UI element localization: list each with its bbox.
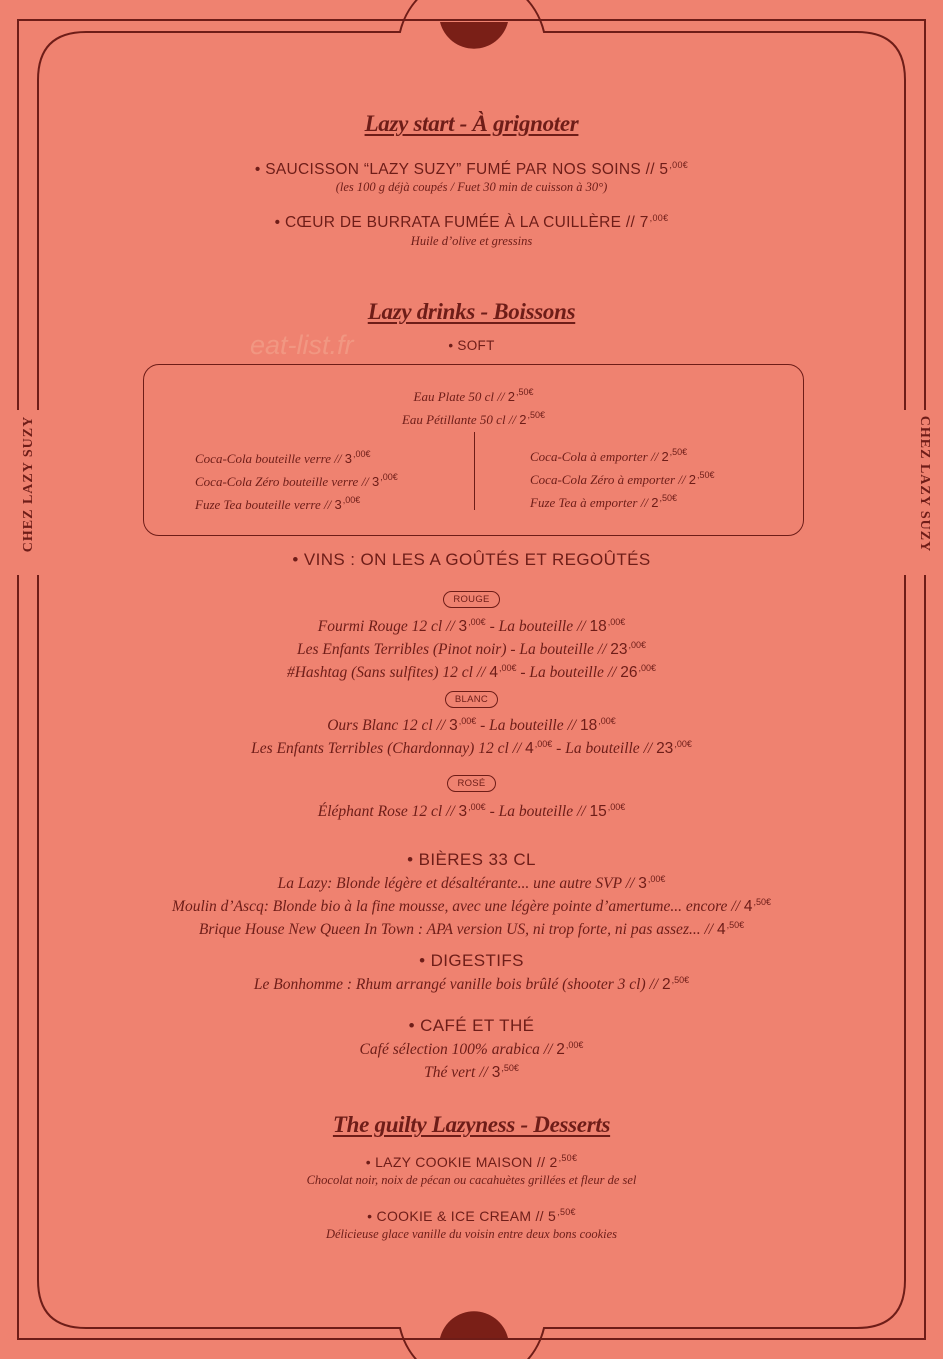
list-item: Éléphant Rose 12 cl // $3^{,00€}$ - La bouteille // $15^{,00€}$ (317, 802, 626, 820)
list-item: Ours Blanc 12 cl // $3^{,00€}$ - La bouteille // $18^{,00€}$ (327, 716, 616, 734)
item-description: Chocolat noir, noix de pécan ou cacahuètes grillées et fleur de sel (306, 1173, 637, 1187)
list-item: Coca-Cola Zéro à emporter // $2^{,50€}$ (530, 470, 715, 487)
item-description: Huile d’olive et gressins (410, 234, 533, 248)
list-item: Coca-Cola bouteille verre // $3^{,00€}$ (195, 449, 371, 466)
menu-item-lazy-cookie (0, 1153, 943, 1170)
wines-heading: • VINS : ON LES A GOÛTÉS ET REGOÛTÉS (292, 550, 651, 569)
pill-rouge: ROUGE (443, 591, 499, 608)
list-item: Fuze Tea à emporter // $2^{,50€}$ (530, 493, 677, 510)
item-label: • COOKIE & ICE CREAM // 5 (367, 1208, 557, 1224)
soft-heading: • SOFT (448, 338, 495, 353)
list-item: Thé vert // $3^{,50€}$ (424, 1063, 519, 1081)
top-ornament (440, 22, 508, 49)
price-sup: ,50€ (558, 1153, 578, 1163)
section-title-desserts: The guilty Lazyness - Desserts (332, 1112, 611, 1137)
list-item: Moulin d’Ascq: Blonde bio à la fine mousse, avec une légère pointe d’amertume... encore // $4^{,50€}$ (172, 897, 771, 915)
sidebar-right-label: CHEZ LAZY SUZY (917, 415, 932, 553)
item-description: (les 100 g déjà coupés / Fuet 30 min de cuisson à 30°) (335, 180, 608, 194)
wine-list-rouge (0, 613, 943, 682)
price-sup: ,00€ (669, 160, 689, 170)
price-sup: ,00€ (649, 213, 669, 223)
beers-heading: • BIÈRES 33 CL (407, 850, 536, 869)
coffee-list (0, 1036, 943, 1082)
wine-list-blanc (0, 712, 943, 758)
list-item: Eau Pétillante 50 cl // $2^{,50€}$ (401, 410, 546, 427)
coffee-heading: • CAFÉ ET THÉ (408, 1016, 535, 1035)
item-label: • LAZY COOKIE MAISON // 2 (365, 1154, 558, 1170)
sidebar-left-label: CHEZ LAZY SUZY (21, 415, 36, 553)
price-sup: ,50€ (557, 1207, 576, 1217)
item-label: • CŒUR DE BURRATA FUMÉE À LA CUILLÈRE // 7 (274, 214, 649, 231)
watermark: eat-list.fr (250, 330, 354, 360)
list-item: Café sélection 100% arabica // $2^{,00€}$ (359, 1040, 584, 1058)
beer-list (0, 870, 943, 939)
list-item: Fuze Tea bouteille verre // $3^{,00€}$ (195, 495, 361, 512)
pill-blanc: BLANC (445, 691, 498, 708)
list-item: Brique House New Queen In Town : APA version US, ni trop forte, ni pas assez... // $4^{,50€}$ (198, 920, 745, 938)
item-label: • SAUCISSON “LAZY SUZY” FUMÉ PAR NOS SOINS // 5 (254, 161, 669, 178)
digestif-list (0, 971, 943, 994)
soft-right-list (530, 443, 715, 512)
wine-list-rose (0, 798, 943, 821)
soft-left-list (195, 445, 398, 514)
divider (474, 432, 475, 510)
menu-item-saucisson (0, 160, 943, 179)
list-item: Coca-Cola à emporter // $2^{,50€}$ (530, 447, 688, 464)
digestifs-heading: • DIGESTIFS (419, 951, 524, 970)
list-item: Coca-Cola Zéro bouteille verre // $3^{,00€}$ (195, 472, 398, 489)
section-title-start: Lazy start - À grignoter (364, 111, 579, 136)
list-item: Le Bonhomme : Rhum arrangé vanille bois brûlé (shooter 3 $cl) // 2^{,50€}$ (253, 975, 690, 993)
menu-item-cookie-ice-cream (0, 1207, 943, 1224)
section-title-drinks: Lazy drinks - Boissons (367, 299, 576, 324)
pill-rose: ROSÉ (447, 775, 495, 792)
list-item: Les Enfants Terribles (Chardonnay) 12 cl // $4^{,00€}$ - La bouteille // $23^{,00€}$ (251, 739, 692, 757)
list-item: La Lazy: Blonde légère et désaltérante... une autre SVP // $3^{,00€}$ (277, 874, 666, 892)
list-item: Les Enfants Terribles (Pinot noir) - La bouteille // $23^{,00€}$ (296, 640, 647, 658)
list-item: Fourmi Rouge 12 cl // $3^{,00€}$ - La bouteille // $18^{,00€}$ (317, 617, 626, 635)
soft-top-list (143, 383, 804, 429)
menu-item-burrata (0, 213, 943, 232)
item-description: Délicieuse glace vanille du voisin entre deux bons cookies (325, 1227, 618, 1241)
list-item: Eau Plate 50 cl // $2^{,50€}$ (413, 387, 534, 404)
bottom-ornament (440, 1311, 508, 1338)
list-item: #Hashtag (Sans sulfites) 12 cl // $4^{,00€}$ - La bouteille // $26^{,00€}$ (286, 663, 657, 681)
